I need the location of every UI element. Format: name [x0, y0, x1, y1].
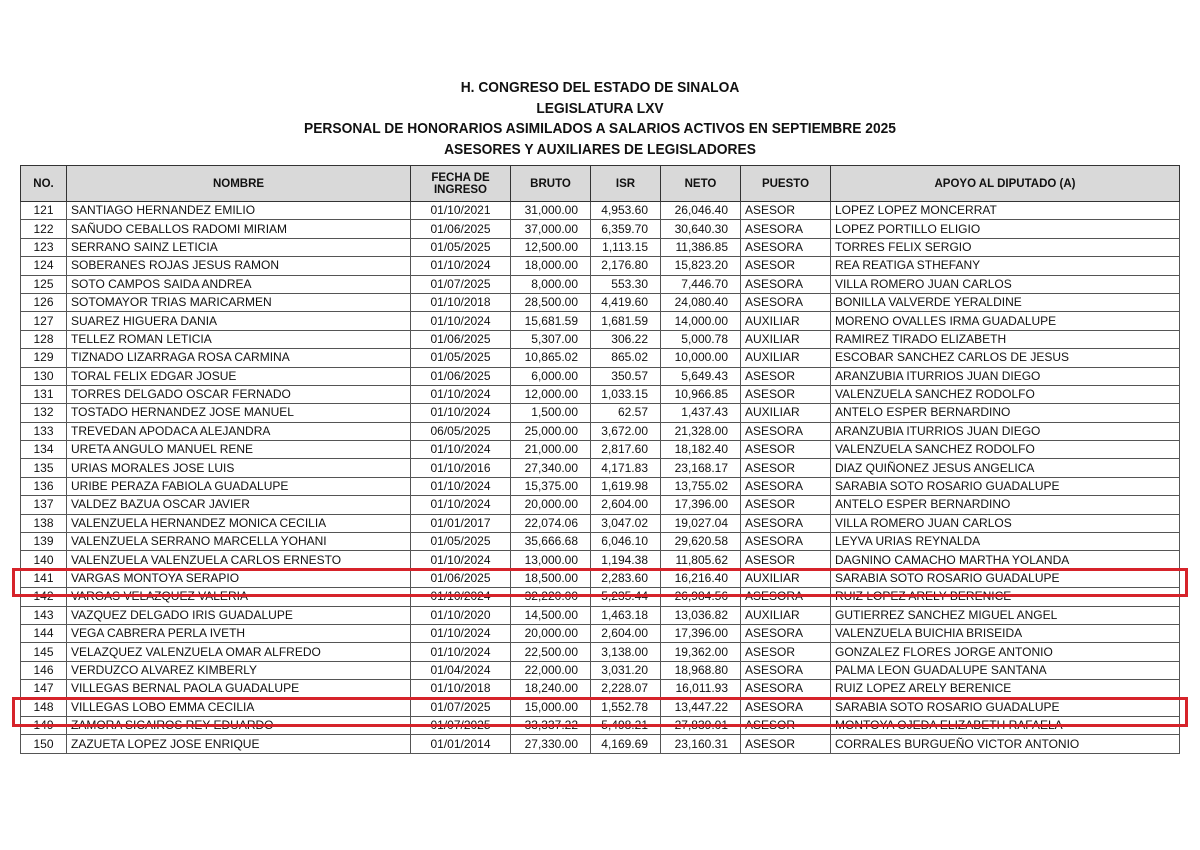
col-header-bruto: BRUTO — [511, 166, 591, 202]
row-fecha-cell: 01/07/2025 — [411, 275, 511, 293]
row-puesto-cell: ASESORA — [741, 422, 831, 440]
row-no-cell: 146 — [21, 661, 67, 679]
table-row — [21, 459, 1180, 477]
row-apoyo-cell: LEYVA URIAS REYNALDA — [831, 533, 1180, 551]
row-nombre-cell: VALENZUELA HERNANDEZ MONICA CECILIA — [67, 514, 411, 532]
row-neto-cell: 26,984.56 — [661, 588, 741, 606]
row-neto-cell: 17,396.00 — [661, 496, 741, 514]
row-bruto-cell: 21,000.00 — [511, 441, 591, 459]
row-isr-cell: 350.57 — [591, 367, 661, 385]
row-bruto-cell: 15,000.00 — [511, 698, 591, 716]
row-puesto-cell: ASESORA — [741, 624, 831, 642]
row-puesto-cell: ASESOR — [741, 716, 831, 734]
row-puesto-cell: ASESORA — [741, 293, 831, 311]
row-nombre-cell: TELLEZ ROMAN LETICIA — [67, 330, 411, 348]
col-header-puesto: PUESTO — [741, 166, 831, 202]
row-no-cell: 148 — [21, 698, 67, 716]
row-no-cell: 126 — [21, 293, 67, 311]
row-no-cell: 150 — [21, 735, 67, 753]
row-nombre-cell: VAZQUEZ DELGADO IRIS GUADALUPE — [67, 606, 411, 624]
table-row — [21, 477, 1180, 495]
table-row — [21, 275, 1180, 293]
row-neto-cell: 10,000.00 — [661, 349, 741, 367]
row-puesto-cell: ASESORA — [741, 514, 831, 532]
row-bruto-cell: 13,000.00 — [511, 551, 591, 569]
row-apoyo-cell: PALMA LEON GUADALUPE SANTANA — [831, 661, 1180, 679]
row-apoyo-cell: LOPEZ PORTILLO ELIGIO — [831, 220, 1180, 238]
row-isr-cell: 3,031.20 — [591, 661, 661, 679]
title-line-2: LEGISLATURA LXV — [536, 99, 664, 117]
row-apoyo-cell: RUIZ LOPEZ ARELY BERENICE — [831, 588, 1180, 606]
table-row — [21, 404, 1180, 422]
row-neto-cell: 19,027.04 — [661, 514, 741, 532]
table-row — [21, 293, 1180, 311]
row-no-cell: 121 — [21, 202, 67, 220]
row-isr-cell: 3,138.00 — [591, 643, 661, 661]
row-isr-cell: 2,817.60 — [591, 441, 661, 459]
row-bruto-cell: 35,666.68 — [511, 533, 591, 551]
row-fecha-cell: 01/10/2024 — [411, 385, 511, 403]
row-fecha-cell: 01/10/2020 — [411, 606, 511, 624]
row-fecha-cell: 01/01/2017 — [411, 514, 511, 532]
row-neto-cell: 21,328.00 — [661, 422, 741, 440]
row-apoyo-cell: ANTELO ESPER BERNARDINO — [831, 496, 1180, 514]
row-neto-cell: 11,805.62 — [661, 551, 741, 569]
row-apoyo-cell: CORRALES BURGUEÑO VICTOR ANTONIO — [831, 735, 1180, 753]
row-neto-cell: 11,386.85 — [661, 238, 741, 256]
row-bruto-cell: 22,500.00 — [511, 643, 591, 661]
table-row — [21, 551, 1180, 569]
table-row — [21, 606, 1180, 624]
row-neto-cell: 26,046.40 — [661, 202, 741, 220]
title-line-3: PERSONAL DE HONORARIOS ASIMILADOS A SALARIOS ACTIVOS EN SEPTIEMBRE 2025 — [304, 120, 896, 137]
row-bruto-cell: 8,000.00 — [511, 275, 591, 293]
row-apoyo-cell: DAGNINO CAMACHO MARTHA YOLANDA — [831, 551, 1180, 569]
row-neto-cell: 5,649.43 — [661, 367, 741, 385]
table-row — [21, 385, 1180, 403]
row-fecha-cell: 01/10/2021 — [411, 202, 511, 220]
row-puesto-cell: ASESORA — [741, 680, 831, 698]
row-bruto-cell: 27,340.00 — [511, 459, 591, 477]
row-puesto-cell: ASESORA — [741, 588, 831, 606]
row-puesto-cell: ASESORA — [741, 698, 831, 716]
row-puesto-cell: ASESOR — [741, 551, 831, 569]
row-isr-cell: 2,176.80 — [591, 257, 661, 275]
row-apoyo-cell: VALENZUELA SANCHEZ RODOLFO — [831, 441, 1180, 459]
row-apoyo-cell: ESCOBAR SANCHEZ CARLOS DE JESUS — [831, 349, 1180, 367]
row-no-cell: 134 — [21, 441, 67, 459]
row-apoyo-cell: VILLA ROMERO JUAN CARLOS — [831, 275, 1180, 293]
row-fecha-cell: 01/04/2024 — [411, 661, 511, 679]
table-row — [21, 514, 1180, 532]
row-nombre-cell: TORRES DELGADO OSCAR FERNADO — [67, 385, 411, 403]
row-fecha-cell: 01/10/2024 — [411, 441, 511, 459]
row-bruto-cell: 28,500.00 — [511, 293, 591, 311]
row-nombre-cell: SOTOMAYOR TRIAS MARICARMEN — [67, 293, 411, 311]
row-puesto-cell: ASESORA — [741, 238, 831, 256]
row-bruto-cell: 6,000.00 — [511, 367, 591, 385]
row-nombre-cell: SERRANO SAINZ LETICIA — [67, 238, 411, 256]
row-puesto-cell: ASESOR — [741, 257, 831, 275]
title-line-1: H. CONGRESO DEL ESTADO DE SINALOA — [460, 79, 740, 96]
row-bruto-cell: 31,000.00 — [511, 202, 591, 220]
row-bruto-cell: 25,000.00 — [511, 422, 591, 440]
row-apoyo-cell: ARANZUBIA ITURRIOS JUAN DIEGO — [831, 422, 1180, 440]
row-bruto-cell: 12,000.00 — [511, 385, 591, 403]
table-row — [21, 367, 1180, 385]
row-no-cell: 122 — [21, 220, 67, 238]
row-apoyo-cell: LOPEZ LOPEZ MONCERRAT — [831, 202, 1180, 220]
table-row — [21, 624, 1180, 642]
row-fecha-cell: 01/10/2024 — [411, 404, 511, 422]
row-apoyo-cell: SARABIA SOTO ROSARIO GUADALUPE — [831, 477, 1180, 495]
row-neto-cell: 15,823.20 — [661, 257, 741, 275]
row-apoyo-cell: DIAZ QUIÑONEZ JESUS ANGELICA — [831, 459, 1180, 477]
row-apoyo-cell: BONILLA VALVERDE YERALDINE — [831, 293, 1180, 311]
table-row — [21, 238, 1180, 256]
row-isr-cell: 1,194.38 — [591, 551, 661, 569]
row-fecha-cell: 01/10/2024 — [411, 477, 511, 495]
row-no-cell: 142 — [21, 588, 67, 606]
row-no-cell: 137 — [21, 496, 67, 514]
table-row — [21, 533, 1180, 551]
table-row — [21, 202, 1180, 220]
row-fecha-cell: 01/06/2025 — [411, 367, 511, 385]
row-nombre-cell: VARGAS MONTOYA SERAPIO — [67, 569, 411, 587]
row-neto-cell: 13,036.82 — [661, 606, 741, 624]
row-isr-cell: 1,463.18 — [591, 606, 661, 624]
table-row — [21, 441, 1180, 459]
row-neto-cell: 1,437.43 — [661, 404, 741, 422]
row-no-cell: 145 — [21, 643, 67, 661]
row-fecha-cell: 01/10/2016 — [411, 459, 511, 477]
table-row — [21, 496, 1180, 514]
row-puesto-cell: ASESORA — [741, 275, 831, 293]
row-no-cell: 132 — [21, 404, 67, 422]
row-neto-cell: 17,396.00 — [661, 624, 741, 642]
row-nombre-cell: URETA ANGULO MANUEL RENE — [67, 441, 411, 459]
row-bruto-cell: 20,000.00 — [511, 496, 591, 514]
row-apoyo-cell: ANTELO ESPER BERNARDINO — [831, 404, 1180, 422]
row-nombre-cell: VARGAS VELAZQUEZ VALERIA — [67, 588, 411, 606]
row-nombre-cell: SOBERANES ROJAS JESUS RAMON — [67, 257, 411, 275]
row-apoyo-cell: SARABIA SOTO ROSARIO GUADALUPE — [831, 569, 1180, 587]
table-row — [21, 643, 1180, 661]
row-bruto-cell: 15,681.59 — [511, 312, 591, 330]
row-puesto-cell: AUXILIAR — [741, 330, 831, 348]
row-isr-cell: 1,033.15 — [591, 385, 661, 403]
row-bruto-cell: 18,000.00 — [511, 257, 591, 275]
row-bruto-cell: 12,500.00 — [511, 238, 591, 256]
row-puesto-cell: ASESOR — [741, 202, 831, 220]
row-neto-cell: 7,446.70 — [661, 275, 741, 293]
row-isr-cell: 1,113.15 — [591, 238, 661, 256]
row-nombre-cell: SAÑUDO CEBALLOS RADOMI MIRIAM — [67, 220, 411, 238]
row-no-cell: 149 — [21, 716, 67, 734]
row-fecha-cell: 01/01/2014 — [411, 735, 511, 753]
row-no-cell: 123 — [21, 238, 67, 256]
table-row — [21, 257, 1180, 275]
row-neto-cell: 29,620.58 — [661, 533, 741, 551]
row-neto-cell: 14,000.00 — [661, 312, 741, 330]
row-apoyo-cell: RUIZ LOPEZ ARELY BERENICE — [831, 680, 1180, 698]
row-isr-cell: 306.22 — [591, 330, 661, 348]
row-apoyo-cell: ARANZUBIA ITURRIOS JUAN DIEGO — [831, 367, 1180, 385]
row-puesto-cell: AUXILIAR — [741, 404, 831, 422]
row-fecha-cell: 01/06/2025 — [411, 330, 511, 348]
row-fecha-cell: 01/07/2025 — [411, 716, 511, 734]
row-bruto-cell: 32,220.00 — [511, 588, 591, 606]
row-neto-cell: 24,080.40 — [661, 293, 741, 311]
row-bruto-cell: 1,500.00 — [511, 404, 591, 422]
row-apoyo-cell: TORRES FELIX SERGIO — [831, 238, 1180, 256]
row-isr-cell: 5,498.21 — [591, 716, 661, 734]
row-bruto-cell: 27,330.00 — [511, 735, 591, 753]
row-bruto-cell: 37,000.00 — [511, 220, 591, 238]
row-no-cell: 129 — [21, 349, 67, 367]
row-nombre-cell: VALENZUELA VALENZUELA CARLOS ERNESTO — [67, 551, 411, 569]
row-no-cell: 139 — [21, 533, 67, 551]
col-header-isr: ISR — [591, 166, 661, 202]
row-no-cell: 140 — [21, 551, 67, 569]
row-puesto-cell: ASESOR — [741, 496, 831, 514]
row-apoyo-cell: GUTIERREZ SANCHEZ MIGUEL ANGEL — [831, 606, 1180, 624]
row-neto-cell: 16,216.40 — [661, 569, 741, 587]
row-neto-cell: 23,168.17 — [661, 459, 741, 477]
row-apoyo-cell: MONTOYA OJEDA ELIZABETH RAFAELA — [831, 716, 1180, 734]
row-nombre-cell: URIAS MORALES JOSE LUIS — [67, 459, 411, 477]
row-no-cell: 128 — [21, 330, 67, 348]
row-fecha-cell: 01/10/2018 — [411, 293, 511, 311]
row-puesto-cell: AUXILIAR — [741, 312, 831, 330]
row-neto-cell: 5,000.78 — [661, 330, 741, 348]
row-isr-cell: 2,604.00 — [591, 624, 661, 642]
row-fecha-cell: 06/05/2025 — [411, 422, 511, 440]
row-isr-cell: 1,552.78 — [591, 698, 661, 716]
row-apoyo-cell: VILLA ROMERO JUAN CARLOS — [831, 514, 1180, 532]
row-no-cell: 124 — [21, 257, 67, 275]
row-nombre-cell: SOTO CAMPOS SAIDA ANDREA — [67, 275, 411, 293]
row-isr-cell: 4,953.60 — [591, 202, 661, 220]
row-neto-cell: 19,362.00 — [661, 643, 741, 661]
row-isr-cell: 62.57 — [591, 404, 661, 422]
table-row — [21, 330, 1180, 348]
row-bruto-cell: 5,307.00 — [511, 330, 591, 348]
row-isr-cell: 553.30 — [591, 275, 661, 293]
row-no-cell: 136 — [21, 477, 67, 495]
row-neto-cell: 27,839.01 — [661, 716, 741, 734]
row-no-cell: 138 — [21, 514, 67, 532]
row-no-cell: 141 — [21, 569, 67, 587]
row-no-cell: 133 — [21, 422, 67, 440]
row-isr-cell: 6,359.70 — [591, 220, 661, 238]
row-isr-cell: 3,672.00 — [591, 422, 661, 440]
row-puesto-cell: ASESOR — [741, 459, 831, 477]
row-bruto-cell: 22,074.06 — [511, 514, 591, 532]
highlight-box-row-148 — [12, 697, 1188, 727]
row-fecha-cell: 01/10/2024 — [411, 624, 511, 642]
row-bruto-cell: 14,500.00 — [511, 606, 591, 624]
table-row — [21, 349, 1180, 367]
row-apoyo-cell: SARABIA SOTO ROSARIO GUADALUPE — [831, 698, 1180, 716]
row-puesto-cell: ASESOR — [741, 735, 831, 753]
row-fecha-cell: 01/10/2024 — [411, 257, 511, 275]
row-bruto-cell: 18,240.00 — [511, 680, 591, 698]
row-fecha-cell: 01/10/2018 — [411, 680, 511, 698]
row-apoyo-cell: GONZALEZ FLORES JORGE ANTONIO — [831, 643, 1180, 661]
title-line-4: ASESORES Y AUXILIARES DE LEGISLADORES — [444, 140, 756, 158]
row-neto-cell: 18,182.40 — [661, 441, 741, 459]
row-neto-cell: 16,011.93 — [661, 680, 741, 698]
row-bruto-cell: 33,337.22 — [511, 716, 591, 734]
row-fecha-cell: 01/10/2024 — [411, 643, 511, 661]
row-no-cell: 144 — [21, 624, 67, 642]
row-puesto-cell: ASESORA — [741, 661, 831, 679]
row-nombre-cell: SANTIAGO HERNANDEZ EMILIO — [67, 202, 411, 220]
col-header-fecha: FECHA DE INGRESO — [411, 166, 511, 202]
row-puesto-cell: ASESOR — [741, 643, 831, 661]
row-puesto-cell: ASESORA — [741, 477, 831, 495]
row-isr-cell: 1,619.98 — [591, 477, 661, 495]
row-isr-cell: 2,283.60 — [591, 569, 661, 587]
row-bruto-cell: 10,865.02 — [511, 349, 591, 367]
row-apoyo-cell: VALENZUELA SANCHEZ RODOLFO — [831, 385, 1180, 403]
row-no-cell: 131 — [21, 385, 67, 403]
row-bruto-cell: 22,000.00 — [511, 661, 591, 679]
row-no-cell: 147 — [21, 680, 67, 698]
row-neto-cell: 23,160.31 — [661, 735, 741, 753]
row-puesto-cell: ASESORA — [741, 533, 831, 551]
row-neto-cell: 10,966.85 — [661, 385, 741, 403]
row-fecha-cell: 01/05/2025 — [411, 349, 511, 367]
row-nombre-cell: TOSTADO HERNANDEZ JOSE MANUEL — [67, 404, 411, 422]
row-bruto-cell: 15,375.00 — [511, 477, 591, 495]
row-no-cell: 127 — [21, 312, 67, 330]
table-row — [21, 220, 1180, 238]
table-row — [21, 422, 1180, 440]
row-puesto-cell: ASESOR — [741, 441, 831, 459]
row-fecha-cell: 01/07/2025 — [411, 698, 511, 716]
row-isr-cell: 3,047.02 — [591, 514, 661, 532]
row-puesto-cell: ASESOR — [741, 367, 831, 385]
row-fecha-cell: 01/06/2025 — [411, 569, 511, 587]
row-no-cell: 135 — [21, 459, 67, 477]
row-no-cell: 143 — [21, 606, 67, 624]
col-header-neto: NETO — [661, 166, 741, 202]
row-nombre-cell: SUAREZ HIGUERA DANIA — [67, 312, 411, 330]
row-nombre-cell: ZAMORA SICAIROS REY EDUARDO — [67, 716, 411, 734]
row-puesto-cell: ASESORA — [741, 220, 831, 238]
row-apoyo-cell: VALENZUELA BUICHIA BRISEIDA — [831, 624, 1180, 642]
table-row — [21, 735, 1180, 753]
row-apoyo-cell: MORENO OVALLES IRMA GUADALUPE — [831, 312, 1180, 330]
row-nombre-cell: VALDEZ BAZUA OSCAR JAVIER — [67, 496, 411, 514]
row-nombre-cell: VEGA CABRERA PERLA IVETH — [67, 624, 411, 642]
row-isr-cell: 4,171.83 — [591, 459, 661, 477]
row-nombre-cell: VILLEGAS LOBO EMMA CECILIA — [67, 698, 411, 716]
row-isr-cell: 865.02 — [591, 349, 661, 367]
row-nombre-cell: VILLEGAS BERNAL PAOLA GUADALUPE — [67, 680, 411, 698]
highlight-box-row-141 — [12, 568, 1188, 597]
row-fecha-cell: 01/10/2024 — [411, 551, 511, 569]
row-bruto-cell: 18,500.00 — [511, 569, 591, 587]
table-row — [21, 680, 1180, 698]
row-nombre-cell: TORAL FELIX EDGAR JOSUE — [67, 367, 411, 385]
row-fecha-cell: 01/06/2025 — [411, 220, 511, 238]
row-isr-cell: 4,169.69 — [591, 735, 661, 753]
row-neto-cell: 18,968.80 — [661, 661, 741, 679]
row-isr-cell: 5,235.44 — [591, 588, 661, 606]
document-header — [0, 78, 1200, 160]
table-row — [21, 312, 1180, 330]
col-header-apoyo: APOYO AL DIPUTADO (A) — [831, 166, 1180, 202]
table-row — [21, 661, 1180, 679]
row-neto-cell: 13,755.02 — [661, 477, 741, 495]
row-no-cell: 125 — [21, 275, 67, 293]
row-fecha-cell: 01/10/2024 — [411, 588, 511, 606]
row-puesto-cell: AUXILIAR — [741, 606, 831, 624]
row-fecha-cell: 01/10/2024 — [411, 496, 511, 514]
row-neto-cell: 30,640.30 — [661, 220, 741, 238]
row-puesto-cell: AUXILIAR — [741, 349, 831, 367]
row-fecha-cell: 01/10/2024 — [411, 312, 511, 330]
row-puesto-cell: ASESOR — [741, 385, 831, 403]
row-isr-cell: 4,419.60 — [591, 293, 661, 311]
row-apoyo-cell: REA REATIGA STHEFANY — [831, 257, 1180, 275]
row-no-cell: 130 — [21, 367, 67, 385]
col-header-nombre: NOMBRE — [67, 166, 411, 202]
row-isr-cell: 6,046.10 — [591, 533, 661, 551]
row-nombre-cell: VELAZQUEZ VALENZUELA OMAR ALFREDO — [67, 643, 411, 661]
row-nombre-cell: URIBE PERAZA FABIOLA GUADALUPE — [67, 477, 411, 495]
row-neto-cell: 13,447.22 — [661, 698, 741, 716]
row-nombre-cell: ZAZUETA LOPEZ JOSE ENRIQUE — [67, 735, 411, 753]
row-nombre-cell: TIZNADO LIZARRAGA ROSA CARMINA — [67, 349, 411, 367]
row-nombre-cell: TREVEDAN APODACA ALEJANDRA — [67, 422, 411, 440]
row-isr-cell: 2,228.07 — [591, 680, 661, 698]
row-isr-cell: 1,681.59 — [591, 312, 661, 330]
personnel-table — [20, 165, 1180, 754]
row-puesto-cell: AUXILIAR — [741, 569, 831, 587]
row-apoyo-cell: RAMIREZ TIRADO ELIZABETH — [831, 330, 1180, 348]
row-fecha-cell: 01/05/2025 — [411, 238, 511, 256]
row-isr-cell: 2,604.00 — [591, 496, 661, 514]
row-nombre-cell: VERDUZCO ALVAREZ KIMBERLY — [67, 661, 411, 679]
row-nombre-cell: VALENZUELA SERRANO MARCELLA YOHANI — [67, 533, 411, 551]
col-header-no: NO. — [21, 166, 67, 202]
table-header-row — [21, 166, 1180, 202]
row-bruto-cell: 20,000.00 — [511, 624, 591, 642]
row-fecha-cell: 01/05/2025 — [411, 533, 511, 551]
